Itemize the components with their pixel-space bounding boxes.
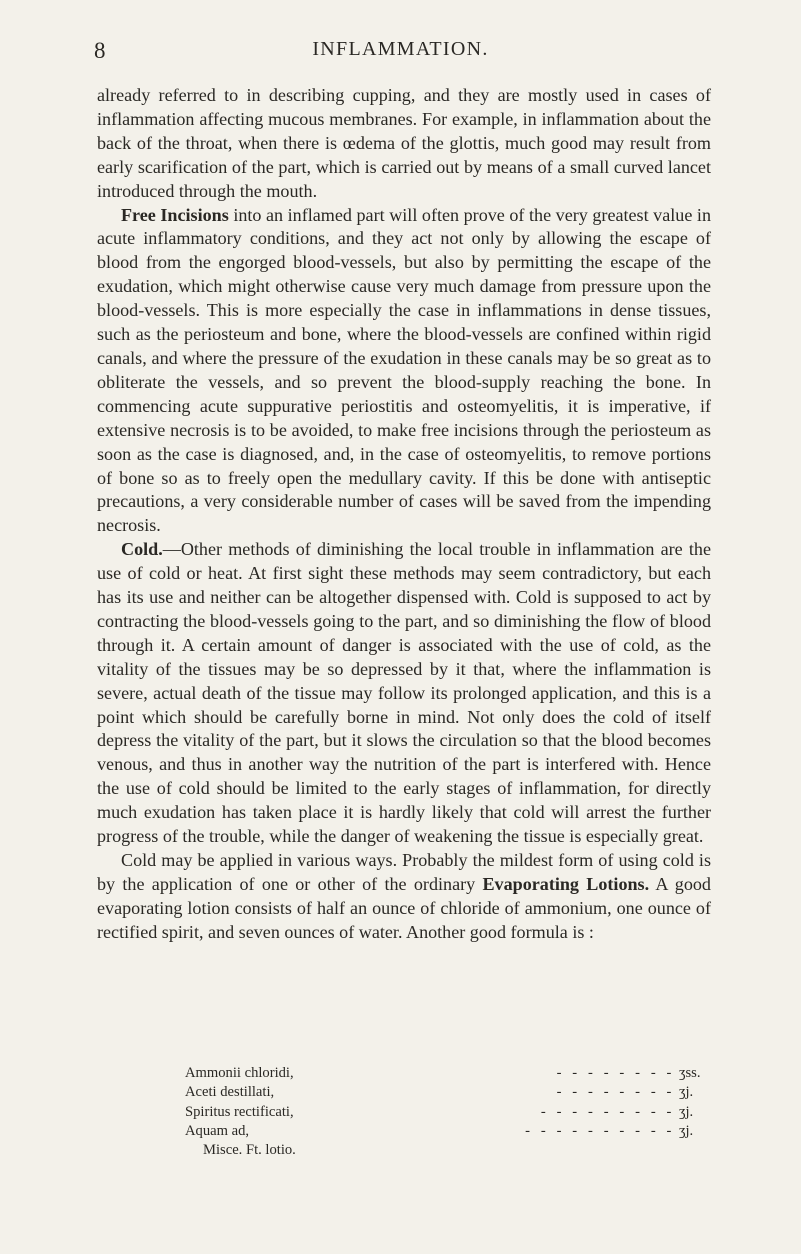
ingredient-name: Spiritus rectificati, — [185, 1103, 294, 1120]
body-text — [97, 84, 711, 945]
paragraph-free-incisions — [97, 204, 711, 539]
formula-line — [185, 1122, 709, 1141]
ingredient-name: Ammonii chloridi, — [185, 1065, 294, 1081]
section-heading-cold: Cold. — [121, 539, 163, 560]
paragraph-cold — [97, 538, 711, 849]
section-heading-free-incisions: Free Incisions — [121, 204, 229, 225]
paragraph-text: A good evaporating lotion consists of half an ounce of chloride of ammonium, one ounce of rectified spirit, and seven ounces of water. Another good formula is : — [97, 873, 711, 942]
formula-line — [185, 1103, 709, 1122]
ingredient-dose: ʒss. — [679, 1065, 701, 1081]
paragraph-text: —Other methods of diminishing the local trouble in inflammation are the use of cold or heat. At first sight these methods may seem contradictory, but each has its use and neither can be altogether dispensed with. Cold is supposed to act by contracting the blood-vessels going to the part, and so diminishing the flow of blood through it. A certain amount of danger is associated with the use of cold, as the vitality of the tissues may be so depressed by it that, where the inflammation is severe, actual death of the tissue may follow its prolonged application, and this is a point which should be carefully borne in mind. Not only does the cold of itself depress the vitality of the part, but it slows the circulation so that the blood becomes venous, and thus in another way the nutrition of the part is interfered with. Hence the use of cold should be limited to the early stages of inflammation, for directly much exudation has taken place it is hardly likely that cold will arrest the further progress of the trouble, while the danger of weakening the tissue is especially great. — [97, 539, 711, 847]
paragraph-evaporating-lotions — [97, 849, 711, 945]
ingredient-name: Aceti destillati, — [185, 1084, 275, 1101]
formula-line — [185, 1064, 709, 1083]
paragraph-text: into an inflamed part will often prove of the very greatest value in acute inflammatory conditions, and they act not only by allowing the escape of blood from the engorged blood-vessels, but also by permitting the escape of the exudation, which might otherwise cause very much damage from pressure upon the blood-vessels. This is more especially the case in inflammations in dense tissues, such as the periosteum and bone, where the blood-vessels are confined within rigid canals, and where the pressure of the exudation in these canals may be so great as to obliterate the vessels, and so prevent the blood-supply reaching the bone. In commencing acute suppurative periostitis and osteomyelitis, it is imperative, if extensive necrosis is to be avoided, to make free incisions through the periosteum as soon as the case is diagnosed, and, in the case of osteomyelitis, to remove portions of bone so as to freely open the medullary cavity. If this be done with antiseptic precautions, a very considerable number of cases will be saved from the impending necrosis. — [97, 204, 711, 536]
formula-closing: Misce. Ft. lotio. — [203, 1142, 296, 1159]
section-heading-evaporating-lotions: Evaporating Lotions. — [482, 873, 650, 894]
ingredient-name: Aquam ad, — [185, 1122, 250, 1139]
paragraph-text: Cold may be applied in various ways. Probably the mildest form of using cold is by the application of one or other of the ordinary — [97, 850, 711, 894]
lotion-formula — [185, 1064, 709, 1160]
paragraph-text: already referred to in describing cupping, and they are mostly used in cases of inflammation affecting mucous membranes. For example, in inflammation about the back of the throat, when there is œdema of the glottis, much good may result from early scarification of the part, which is carried out by means of a small curved lancet introduced through the mouth. — [97, 85, 711, 201]
ingredient-dose: ʒj. — [679, 1122, 694, 1139]
ingredient-dose: ʒj. — [679, 1084, 694, 1101]
running-head: INFLAMMATION. — [312, 38, 489, 60]
page-number: 8 — [94, 38, 106, 63]
ingredient-dose: ʒj. — [679, 1103, 694, 1120]
leader-dots: - - - - - - - - - — [540, 1103, 675, 1120]
formula-line — [185, 1083, 709, 1102]
leader-dots: - - - - - - - - — [556, 1065, 675, 1081]
leader-dots: - - - - - - - - — [556, 1084, 675, 1101]
leader-dots: - - - - - - - - - - — [525, 1122, 675, 1139]
paragraph-cupping-continued — [97, 84, 711, 204]
